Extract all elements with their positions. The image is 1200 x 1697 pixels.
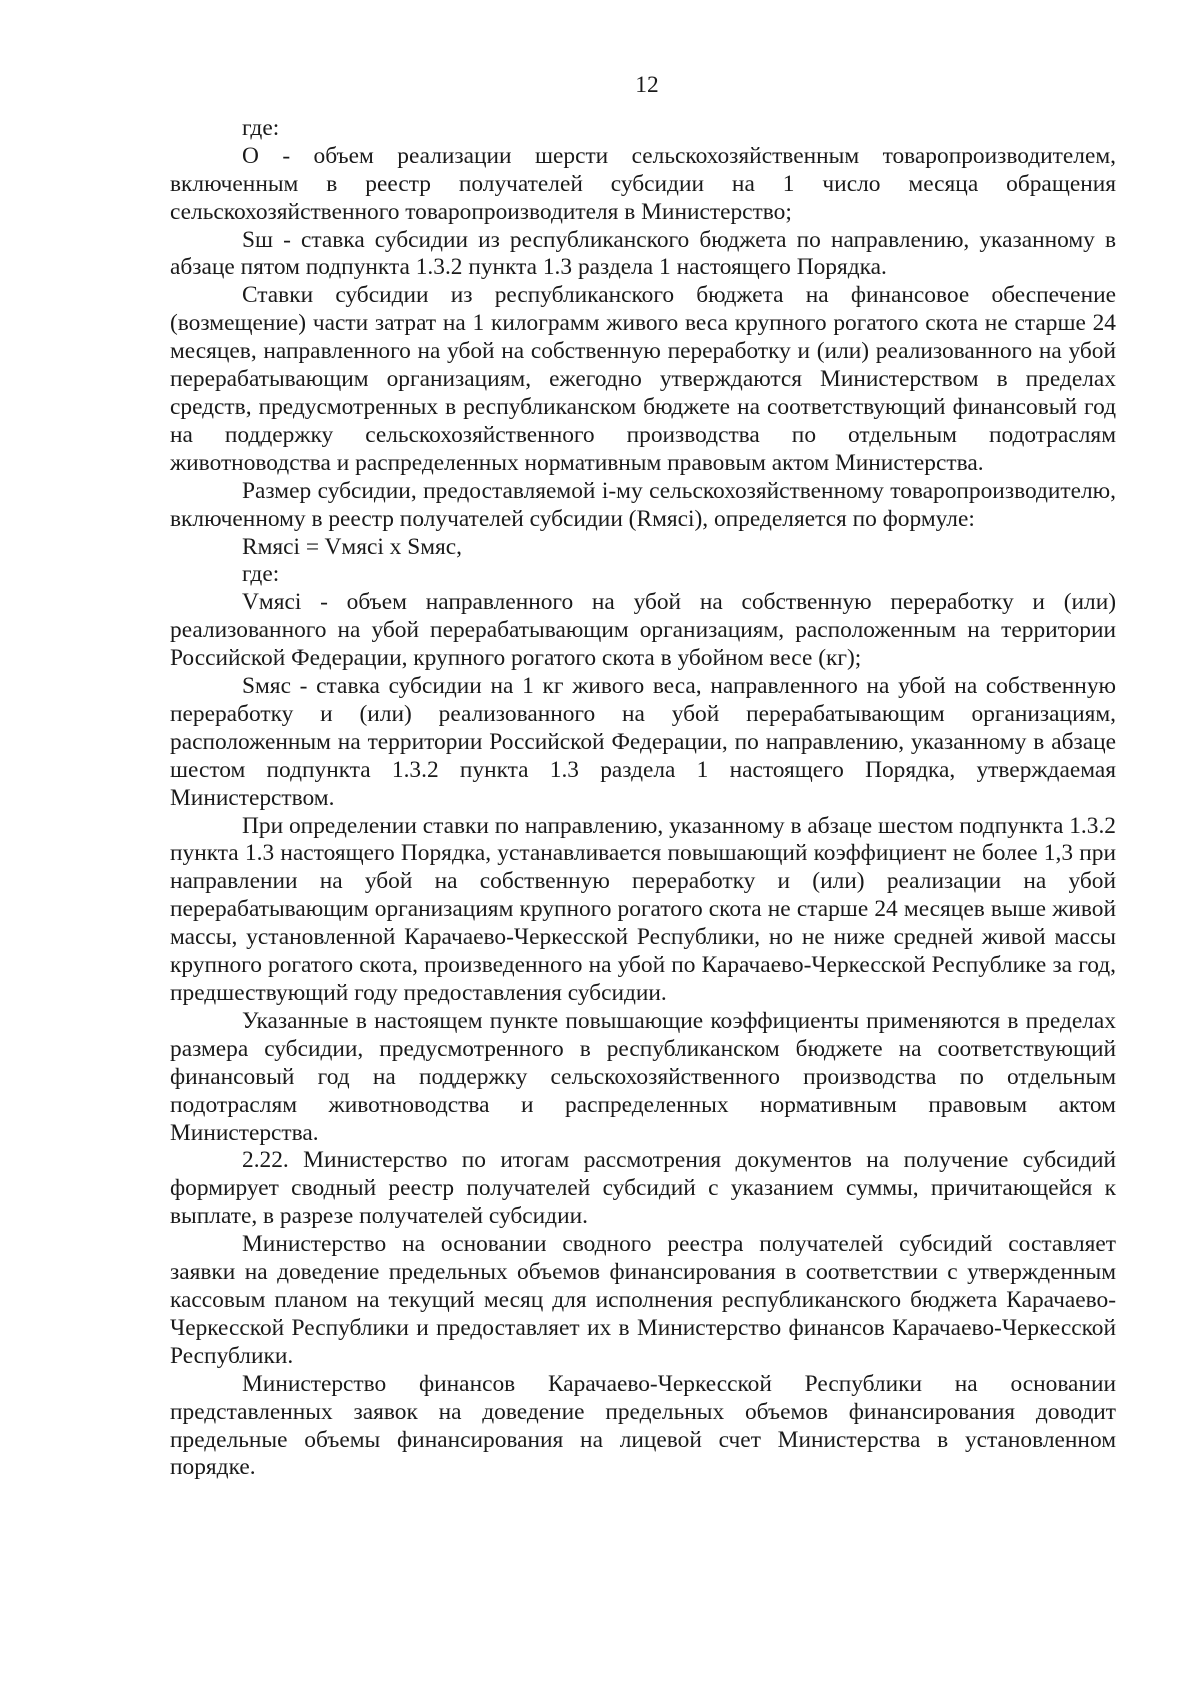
paragraph-ministry-of-finance: Министерство финансов Карачаево-Черкесской Республики на основании представленных заявок на доведение предельных объемов финансирования доводит предельные объемы финансирования на лицевой счет Министерства в установленном порядке.: [170, 1370, 1116, 1481]
paragraph-financing-requests: Министерство на основании сводного реестра получателей субсидий составляет заявки на доведение предельных объемов финансирования в соответствии с утвержденным кассовым планом на текущий месяц для исполнения республиканского бюджета Карачаево-Черкесской Республики и предоставляет их в Министерство финансов Карачаево-Черкесской Республики.: [170, 1231, 1116, 1369]
paragraph-cattle-rates: Ставки субсидии из республиканского бюджета на финансовое обеспечение (возмещение) части затрат на 1 килограмм живого веса крупного рогатого скота не старше 24 месяцев, направленного на убой на собственную переработку и (или) реализованного на убой перерабатывающим организациям, ежегодно утверждаются Министерством в пределах средств, предусмотренных в республиканском бюджете на соответствующий финансовый год на поддержку сельскохозяйственного производства по отдельным подотраслям животноводства и распределенных нормативным правовым актом Министерства.: [170, 282, 1116, 476]
paragraph-where-1: где:: [242, 114, 280, 141]
paragraph-subsidy-size: Размер субсидии, предоставляемой i-му сельскохозяйственному товаропроизводителю, включенному в реестр получателей субсидии (Rмясi), определяется по формуле:: [170, 477, 1116, 532]
paragraph-meat-rate-definition: Sмяс - ставка субсидии на 1 кг живого веса, направленного на убой на собственную переработку и (или) реализованного на убой перерабатывающим организациям, расположенным на территории Российской Федерации, по направлению, указанному в абзаце шестом подпункта 1.3.2 пункта 1.3 раздела 1 настоящего Порядка, утверждаемая Министерством.: [170, 673, 1116, 811]
paragraph-coefficient: При определении ставки по направлению, указанному в абзаце шестом подпункта 1.3.2 пункта 1.3 настоящего Порядка, устанавливается повышающий коэффициент не более 1,3 при направлении на убой на собственную переработку и (или) реализации на убой перерабатывающим организациям крупного рогатого скота не старше 24 месяцев выше живой массы, установленной Карачаево-Черкесской Республики, но не ниже средней живой массы крупного рогатого скота, произведенного на убой по Карачаево-Черкесской Республике за год, предшествующий году предоставления субсидии.: [170, 812, 1116, 1006]
paragraph-where-2: где:: [242, 561, 280, 588]
paragraph-wool-rate-definition: Sш - ставка субсидии из республиканского бюджета по направлению, указанному в абзаце пятом подпункта 1.3.2 пункта 1.3 раздела 1 настоящего Порядка.: [170, 226, 1116, 281]
paragraph-wool-volume-definition: О - объем реализации шерсти сельскохозяйственным товаропроизводителем, включенным в реестр получателей субсидии на 1 число месяца обращения сельскохозяйственного товаропроизводителя в Министерство;: [170, 142, 1116, 225]
formula-meat-subsidy: Rмясi = Vмясi x Sмяс,: [242, 533, 463, 560]
page-number: 12: [635, 72, 659, 98]
paragraph-coefficient-limits: Указанные в настоящем пункте повышающие коэффициенты применяются в пределах размера субсидии, предусмотренного в республиканском бюджете на соответствующий финансовый год на поддержку сельскохозяйственного производства по отдельным подотраслям животноводства и распределенных нормативным правовым актом Министерства.: [170, 1007, 1116, 1146]
document-page: [170, 72, 1116, 1482]
paragraph-2-22-registry: 2.22. Министерство по итогам рассмотрения документов на получение субсидий формирует сводный реестр получателей субсидий с указанием суммы, причитающейся к выплате, в разрезе получателей субсидии.: [170, 1147, 1116, 1230]
paragraph-meat-volume-definition: Vмясi - объем направленного на убой на собственную переработку и (или) реализованного на убой перерабатывающим организациям, расположенным на территории Российской Федерации, крупного рогатого скота в убойном весе (кг);: [170, 589, 1116, 672]
